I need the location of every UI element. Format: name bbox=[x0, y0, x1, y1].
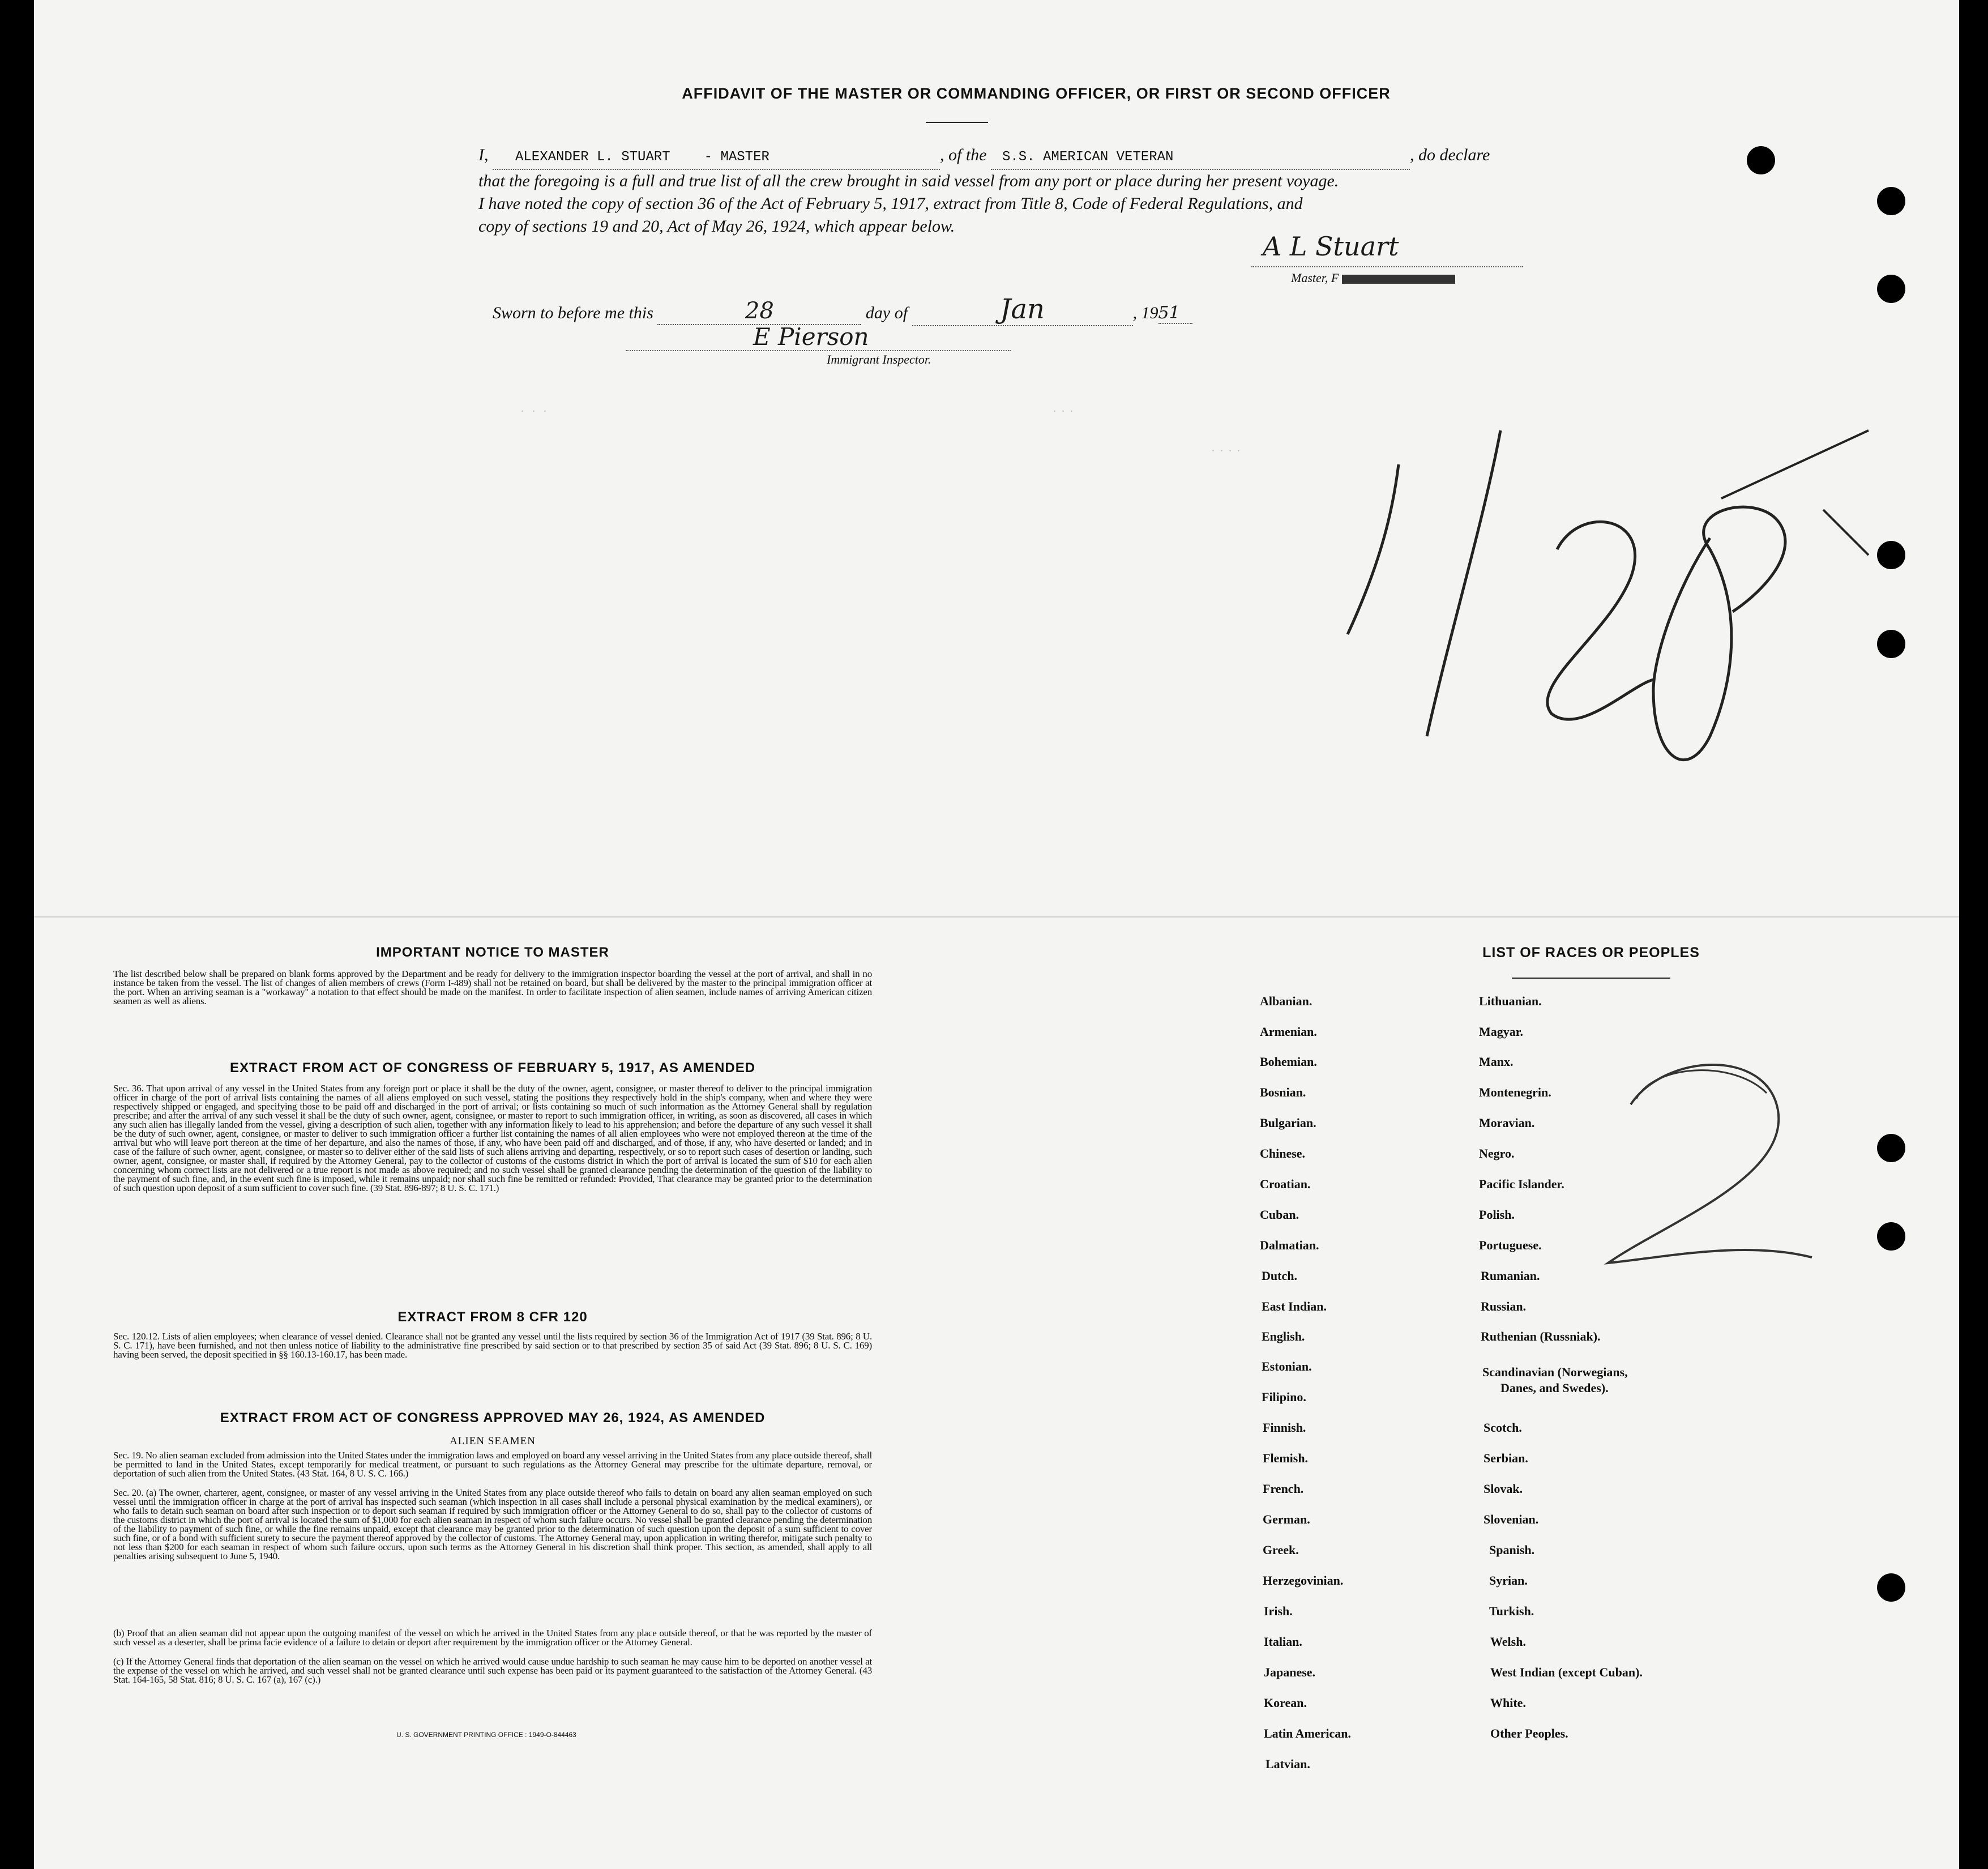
race-item: Magyar. bbox=[1479, 1025, 1524, 1039]
race-item: Croatian. bbox=[1260, 1177, 1311, 1191]
race-item: Portuguese. bbox=[1479, 1238, 1542, 1252]
race-item: Serbian. bbox=[1483, 1451, 1528, 1465]
declarant-field bbox=[493, 144, 940, 170]
extract-1917-body: Sec. 36. That upon arrival of any vessel in the United States from any foreign port or place it shall be the duty of the owner, agent, consignee, or master thereof to deliver to the principal immigration officer in charge of the port of arrival lists containing the names of all aliens employed on such vessel, stating the positions they respectively hold in the ship's company, when and where they were respectively shipped or engaged, and specifying those to be paid off and discharged in the port of arrival; or lists containing so much of such information as the Attorney General shall by regulation prescribe; and after the arrival of any such vessel it shall be the duty of such owner, agent, consignee, or master to report to such immigration officer, in writing, as soon as discovered, all cases in which any such alien has illegally landed from the vessel, giving a description of such alien, together with any information likely to lead to his apprehension; and before the departure of any such vessel it shall be the duty of such owner, agent, consignee, or master to deliver to such immigration officer a further list containing the names of all alien employees who were not employed thereon at the time of the arrival but who will leave port thereon at the time of her departure, and also the names of those, if any, who have been paid off and discharged, and of those, if any, who have deserted or landed; and in case of the failure of such owner, agent, consignee, or master so to deliver either of the said lists of such aliens arriving and departing, respectively, or so to report such cases of desertion or landing, such owner, agent, consignee, or master shall, if required by the Attorney General, pay to the collector of customs of the customs district in which the port of arrival is located the sum of $10 for each alien concerning whom correct lists are not delivered or a true report is not made as above required; and no such vessel shall be granted clearance pending the determination of the question of the liability to the payment of such fine, and, in the event such fine is imposed, while it remains unpaid; nor shall such fine be remitted or refunded: Provided, That clearance may be granted prior to the determination of such question upon deposit of a sum sufficient to cover such fine. (39 Stat. 896-897; 8 U. S. C. 171.) bbox=[113, 1083, 872, 1193]
sec-20b-text: (b) Proof that an alien seaman did not appear upon the outgoing manifest of the vessel on which he arrived in the United States from any place outside thereof, or that he was reported by the master of such vessel as a deserter, shall be prima facie evidence of a failure to detain or deport after requirement by the immigration officer or the Attorney General. bbox=[113, 1628, 872, 1648]
race-item: Moravian. bbox=[1479, 1116, 1535, 1130]
title-rule bbox=[926, 122, 988, 123]
race-item: Cuban. bbox=[1260, 1207, 1299, 1222]
race-item: French. bbox=[1263, 1482, 1304, 1496]
affidavit-title: AFFIDAVIT OF THE MASTER OR COMMANDING OFFICER, OR FIRST OR SECOND OFFICER bbox=[682, 85, 1391, 102]
sworn-line: Sworn to before me this 28 day of Jan , 1951 bbox=[493, 293, 1192, 326]
sec-20a-text: Sec. 20. (a) The owner, charterer, agent, consignee, or master of any vessel arriving in the United States from any place outside thereof who fails to detain on board any alien seaman employed on such vessel until the immigration officer in charge at the port of arrival has inspected such seaman (which inspection in all cases shall include a personal physical examination by the medical examiners), or who fails to detain such seaman on board after such inspection or to deport such seaman if required by such immigration officer or the Attorney General to do so, shall pay to the collector of customs of the customs district in which the port of arrival is located the sum of $1,000 for each alien seaman in respect of whom such failure occurs. No vessel shall be granted clearance pending the determination of the liability to payment of such fine, or while the fine remains unpaid, except that clearance may be granted prior to the determination of such question upon the deposit of a sum sufficient to cover such fine, or of a bond with sufficient surety to secure the payment thereof approved by the collector of customs. The Attorney General may, upon application in writing therefor, mitigate such penalty to not less than $200 for each seaman in respect of whom such failure occurs, upon such terms as the Attorney General in his discretion shall think proper. This section, as amended, shall apply to all penalties arising subsequent to June 5, 1940. bbox=[113, 1487, 872, 1561]
handwritten-numeral-annotation bbox=[1597, 1042, 1823, 1280]
declarant-name: ALEXANDER L. STUART bbox=[515, 150, 670, 165]
fold-line bbox=[34, 916, 1959, 918]
bleed-mark: . . . bbox=[1053, 402, 1073, 415]
printing-office-footer: U. S. GOVERNMENT PRINTING OFFICE : 1949-O-844463 bbox=[396, 1731, 576, 1739]
race-item: Slovak. bbox=[1483, 1482, 1523, 1496]
race-item: Bosnian. bbox=[1260, 1085, 1306, 1099]
race-item: Bohemian. bbox=[1260, 1055, 1317, 1069]
race-item: Welsh. bbox=[1490, 1635, 1526, 1649]
race-item: West Indian (except Cuban). bbox=[1490, 1665, 1643, 1679]
notice-body: The list described below shall be prepared on blank forms approved by the Department and be ready for delivery to the immigration inspector boarding the vessel at the port of arrival, and shall in no instance be taken from the vessel. The list of changes of alien members of crews (Form I-489) shall not be retained on board, but shall be delivered by the master to the principal immigration officer at the port. When an arriving seaman is a "workaway" a notation to that effect should be made on the manifest. In order to facilitate inspection of alien seamen, include names of arriving American citizen seamen as well as aliens. bbox=[113, 968, 872, 1006]
declaration-line-3: I have noted the copy of section 36 of the Act of February 5, 1917, extract from Title 8, Code of Federal Regulations, and bbox=[478, 194, 1303, 213]
race-item: Negro. bbox=[1479, 1146, 1515, 1160]
races-rule bbox=[1512, 978, 1670, 979]
race-item: Lithuanian. bbox=[1479, 994, 1542, 1008]
declaration-line-2: that the foregoing is a full and true list of all the crew brought in said vessel from any port or place during her present voyage. bbox=[478, 172, 1339, 190]
i-label: I, bbox=[478, 146, 489, 164]
race-item: Russian. bbox=[1481, 1299, 1527, 1313]
day-field bbox=[657, 298, 861, 325]
race-item: White. bbox=[1490, 1696, 1526, 1710]
extract-1924-heading: EXTRACT FROM ACT OF CONGRESS APPROVED MAY 26, 1924, AS AMENDED bbox=[220, 1410, 766, 1426]
races-heading: LIST OF RACES OR PEOPLES bbox=[1482, 945, 1700, 961]
punch-hole bbox=[1877, 1573, 1905, 1602]
race-item: Polish. bbox=[1479, 1207, 1515, 1222]
handwritten-date-annotation bbox=[1314, 419, 1880, 816]
race-item: Armenian. bbox=[1260, 1025, 1317, 1039]
bleed-mark: . . . . bbox=[1212, 442, 1240, 454]
punch-hole bbox=[1877, 630, 1905, 658]
struck-out-text bbox=[1342, 275, 1455, 284]
punch-hole bbox=[1877, 1134, 1905, 1162]
vessel-name: S.S. AMERICAN VETERAN bbox=[1002, 150, 1174, 165]
race-item: Bulgarian. bbox=[1260, 1116, 1316, 1130]
race-item: Ruthenian (Russniak). bbox=[1481, 1329, 1601, 1343]
of-the-label: , of the bbox=[940, 146, 987, 164]
race-item: Latvian. bbox=[1266, 1757, 1310, 1771]
race-item: Herzegovinian. bbox=[1263, 1573, 1344, 1588]
race-item: Other Peoples. bbox=[1490, 1726, 1568, 1740]
race-item: Dalmatian. bbox=[1260, 1238, 1319, 1252]
notice-heading: IMPORTANT NOTICE TO MASTER bbox=[376, 945, 609, 960]
race-item: East Indian. bbox=[1262, 1299, 1327, 1313]
inspector-caption: Immigrant Inspector. bbox=[827, 352, 931, 366]
alien-seamen-subheading: ALIEN SEAMEN bbox=[450, 1435, 536, 1447]
race-item: Albanian. bbox=[1260, 994, 1312, 1008]
race-item: Spanish. bbox=[1489, 1543, 1535, 1557]
race-item: English. bbox=[1262, 1329, 1305, 1343]
do-declare-label: , do declare bbox=[1410, 146, 1490, 164]
extract-cfr-body: Sec. 120.12. Lists of alien employees; when clearance of vessel denied. Clearance shall not be granted any vessel until the lists required by section 36 of the Immigration Act of 1917 (39 Stat. 896; 8 U. S. C. 171), have been furnished, and not then unless notice of liability to the administrative fine prescribed by said section or to that prescribed by section 35 of said Act (39 Stat. 896; 8 U. S. C. 169) having been served, the deposit specified in §§ 160.13-160.17, has been made. bbox=[113, 1331, 872, 1360]
document-page bbox=[34, 0, 1959, 1869]
extract-cfr-heading: EXTRACT FROM 8 CFR 120 bbox=[397, 1309, 588, 1325]
race-item: Pacific Islander. bbox=[1479, 1177, 1564, 1191]
race-item: Italian. bbox=[1264, 1635, 1302, 1649]
race-item: Manx. bbox=[1479, 1055, 1514, 1069]
declaration-line-4: copy of sections 19 and 20, Act of May 26, 1924, which appear below. bbox=[478, 217, 955, 236]
race-item: Latin American. bbox=[1264, 1726, 1351, 1740]
vessel-field bbox=[991, 144, 1410, 170]
master-signature: A L Stuart bbox=[1263, 231, 1399, 262]
race-item: Estonian. bbox=[1262, 1359, 1312, 1373]
bleed-mark: . . . bbox=[521, 402, 546, 415]
month-value: Jan bbox=[1000, 293, 1045, 325]
race-item: Chinese. bbox=[1260, 1146, 1306, 1160]
punch-hole bbox=[1877, 275, 1905, 303]
month-field bbox=[912, 293, 1133, 326]
race-item: Dutch. bbox=[1262, 1269, 1297, 1283]
inspector-line bbox=[626, 350, 1011, 351]
race-item: Rumanian. bbox=[1481, 1269, 1540, 1283]
race-item: Turkish. bbox=[1489, 1604, 1534, 1618]
race-item: Irish. bbox=[1264, 1604, 1293, 1618]
declarant-rank: - MASTER bbox=[704, 150, 769, 165]
day-value: 28 bbox=[745, 298, 774, 324]
race-item: Flemish. bbox=[1263, 1451, 1309, 1465]
race-item: Syrian. bbox=[1489, 1573, 1528, 1588]
race-item: Japanese. bbox=[1264, 1665, 1316, 1679]
race-item: Filipino. bbox=[1262, 1390, 1306, 1404]
sec-19-text: Sec. 19. No alien seaman excluded from admission into the United States under the immigration laws and employed on board any vessel arriving in the United States from any place outside thereof, shall be permitted to land in the United States, except temporarily for medical treatment, or pursuant to such regulations as the Attorney General may prescribe for the ultimate departure, removal, or deportation of such alien from the United States. (43 Stat. 164, 8 U. S. C. 166.) bbox=[113, 1450, 872, 1479]
race-item: Scandinavian (Norwegians, bbox=[1482, 1365, 1628, 1379]
punch-hole bbox=[1877, 187, 1905, 215]
punch-hole bbox=[1877, 541, 1905, 569]
extract-1917-heading: EXTRACT FROM ACT OF CONGRESS OF FEBRUARY 5, 1917, AS AMENDED bbox=[229, 1060, 756, 1076]
inspector-signature: E Pierson bbox=[753, 323, 869, 351]
punch-hole bbox=[1877, 1222, 1905, 1251]
master-caption: Master, F bbox=[1291, 271, 1455, 285]
race-item: Danes, and Swedes). bbox=[1500, 1381, 1609, 1395]
year-value: 51 bbox=[1158, 303, 1180, 323]
year-field bbox=[1158, 303, 1192, 324]
signature-line bbox=[1251, 266, 1523, 267]
race-item: Finnish. bbox=[1263, 1420, 1306, 1435]
race-item: Korean. bbox=[1264, 1696, 1307, 1710]
race-item: Montenegrin. bbox=[1479, 1085, 1551, 1099]
sec-20c-text: (c) If the Attorney General finds that deportation of the alien seaman on the vessel on which he arrived would cause undue hardship to such seaman he may cause him to be deported on another vessel at the expense of the vessel on which he arrived, and such vessel shall not be granted clearance until such expense has been paid or its payment guaranteed to the satisfaction of the Attorney General. (43 Stat. 164-165, 58 Stat. 816; 8 U. S. C. 167 (a), 167 (c).) bbox=[113, 1656, 872, 1685]
race-item: Scotch. bbox=[1483, 1420, 1522, 1435]
race-item: Greek. bbox=[1263, 1543, 1299, 1557]
race-item: German. bbox=[1263, 1512, 1310, 1526]
punch-hole bbox=[1747, 146, 1775, 174]
race-item: Slovenian. bbox=[1483, 1512, 1539, 1526]
declaration bbox=[478, 144, 1549, 170]
